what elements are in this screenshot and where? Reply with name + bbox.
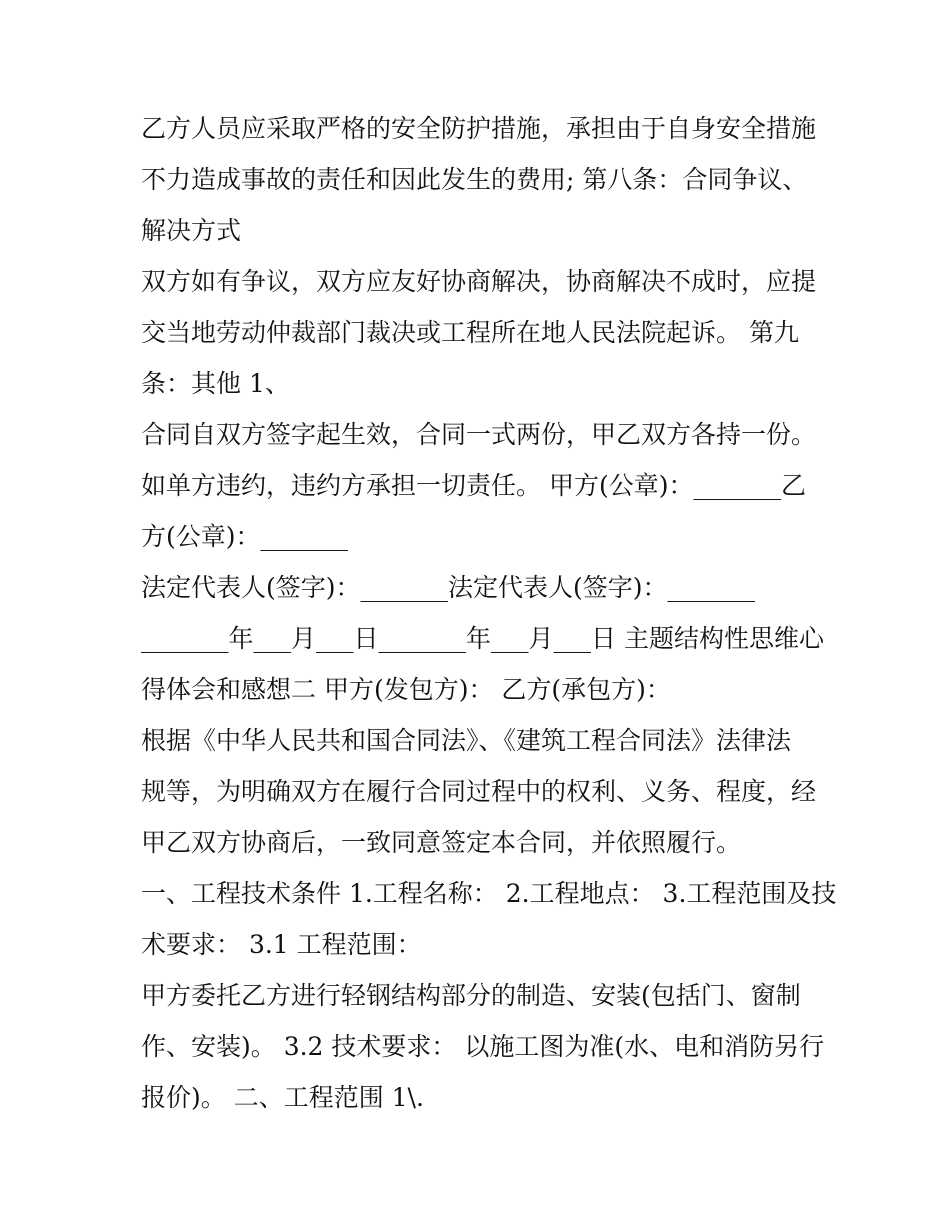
text-line: 根据《中华人民共和国合同法》、《建筑工程合同法》法律法 [141, 726, 792, 755]
text-line: 不力造成事故的责任和因此发生的费用; 第八条：合同争议、 [141, 165, 808, 194]
text-line: 合同自双方签字起生效，合同一式两份，甲乙双方各持一份。 [141, 420, 817, 449]
text-line: 甲方委托乙方进行轻钢结构部分的制造、安装(包括门、窗制 [141, 981, 801, 1010]
text-line: 一、工程技术条件 1.工程名称： 2.工程地点： 3.工程范围及技 [141, 879, 837, 908]
text-line: 甲乙双方协商后，一致同意签定本合同，并依照履行。 [141, 828, 742, 857]
text-line: 得体会和感想二 甲方(发包方)： 乙方(承包方)： [141, 675, 671, 704]
text-line: 解决方式 [141, 216, 242, 245]
text-line: 条：其他 1、 [141, 369, 290, 398]
document-body [141, 103, 837, 1123]
text-line: 双方如有争议，双方应友好协商解决，协商解决不成时，应提 [141, 267, 817, 296]
text-line: 交当地劳动仲裁部门裁决或工程所在地人民法院起诉。 第九 [141, 318, 799, 347]
text-line: _______年___月___日_______年___月___日 主题结构性思维心 [141, 624, 824, 653]
text-line: 如单方违约，违约方承担一切责任。 甲方(公章)：_______乙 [141, 471, 806, 500]
text-line: 乙方人员应采取严格的安全防护措施，承担由于自身安全措施 [141, 114, 817, 143]
text-line: 作、安装)。 3.2 技术要求： 以施工图为准(水、电和消防另行 [141, 1032, 825, 1061]
text-line: 规等，为明确双方在履行合同过程中的权利、义务、程度，经 [141, 777, 817, 806]
text-line: 报价)。 二、工程范围 1\. [141, 1083, 424, 1112]
text-line: 法定代表人(签字)：_______法定代表人(签字)：_______ [141, 573, 756, 602]
text-line: 术要求： 3.1 工程范围： [141, 930, 422, 959]
text-line: 方(公章)：_______ [141, 522, 349, 551]
